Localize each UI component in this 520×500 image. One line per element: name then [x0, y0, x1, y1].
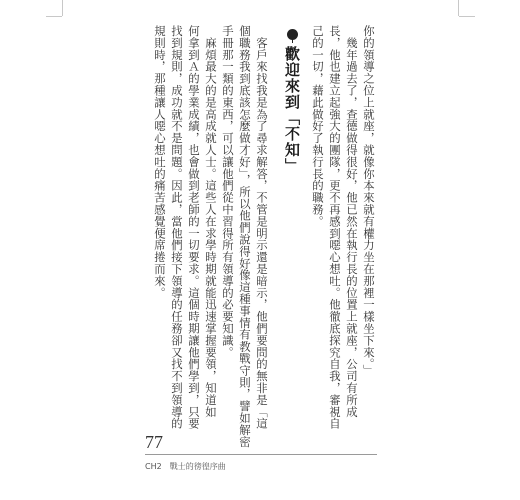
heading-bullet-icon	[287, 29, 298, 40]
text-column: 長，他也建立起強大的團隊，更不再感到噁心想吐。他徹底探究自我，審視自	[328, 25, 342, 430]
chapter-label: CH2 戰士的徬徨序曲	[145, 462, 226, 471]
text-column: 己的一切，藉此做好了執行長的職務。	[311, 25, 325, 228]
text-column: 找到規則，成功就不是問題。因此，當他們接下領導的任務卻又找不到領導的	[170, 25, 184, 430]
crop-mark-left-h	[46, 16, 62, 17]
text-column: 規則時，那種讓人噁心想吐的痛苦感覺便席捲而來。	[153, 25, 167, 299]
text-column: 麻煩最大的是高成就人士。這些人在求學時期就能迅速掌握要領，知道如	[204, 25, 218, 418]
page-number: 77	[145, 432, 163, 452]
footer-divider	[145, 454, 377, 455]
text-column: 客戶來找我是為了尋求解答，不管是明示還是暗示，他們要問的無非是「這	[255, 25, 269, 430]
crop-mark-left	[62, 0, 63, 16]
text-column: 你的領導之位上就座，就像你本來就有權力坐在那裡一樣坐下來。」	[362, 25, 376, 377]
crop-mark-right-h	[459, 16, 475, 17]
text-column: 幾年過去了，查德做得很好，他已然在執行長的位置上就座，公司有所成	[345, 25, 359, 418]
text-column: 何拿到Ａ的學業成績，也會做到老師的一切要求。這個時期讓他們學到，只要	[187, 25, 201, 430]
text-column: 手冊那一類的東西，可以讓他們從中習得所有領導的必要知識。	[221, 25, 235, 359]
crop-mark-right	[458, 0, 459, 16]
text-column: 個職務我到底該怎麼做才好」，所以他們說得好像這種事情有教戰守則，譬如解密	[238, 25, 252, 448]
section-heading: 歡迎來到「不知」	[283, 46, 301, 174]
